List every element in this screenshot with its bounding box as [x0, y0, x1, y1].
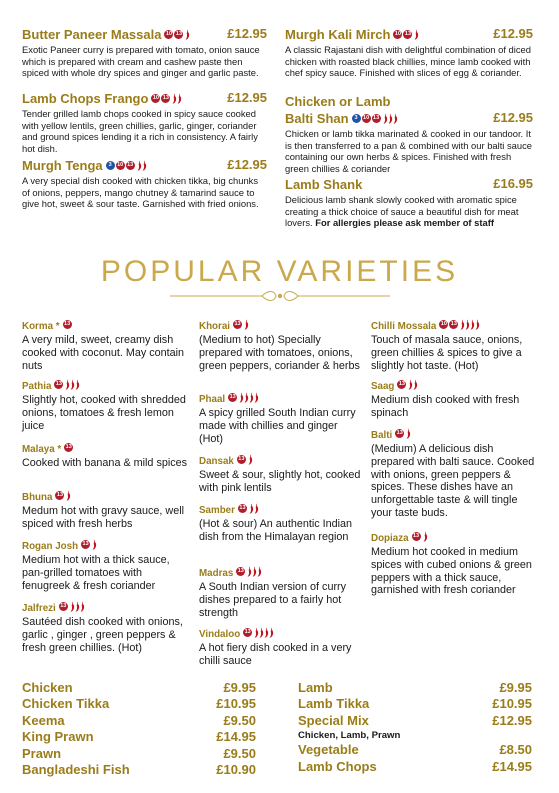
price-line-name: King Prawn — [22, 729, 94, 745]
variety-description: (Medium) A delicious dish prepared with balti sauce. Cooked with onions, green peppers & spices. These dishes have an unforgettable taste & will tingle your taste buds. — [371, 443, 535, 519]
dish-description: A very special dish cooked with chicken tikka, big chunks of onions, peppers, mango chutney & tamarind sauce to give hot, sweet & sour taste. Garnished with fried onions. — [22, 175, 259, 210]
allergen-badge-icon: 13 — [161, 94, 170, 103]
dish-description: Chicken or lamb tikka marinated & cooked in our tandoor. It is then transferred to a pan & combined with our balti sauce containing our own herbs & spices. Finished with fresh green chillies & coriander — [285, 128, 533, 174]
variety-description: Medium dish cooked with fresh spinach — [371, 394, 520, 419]
variety-name: Vindaloo — [199, 629, 241, 640]
variety-description: Touch of masala sauce, onions, green chillies & spices to give a slightly hot taste. (Hot) — [371, 334, 523, 372]
price-line-name: Lamb Chops — [298, 758, 377, 774]
variety-name: Dopiaza — [371, 533, 409, 544]
allergen-badge-icon: 13 — [64, 443, 73, 452]
chilli-icon — [75, 379, 80, 390]
dish-price: £12.95 — [227, 157, 267, 172]
variety-description: Cooked with banana & mild spices — [22, 457, 188, 469]
chilli-icon — [406, 428, 411, 439]
price-line-name: Special Mix — [298, 712, 369, 728]
variety-description: (Hot & sour) An authentic Indian dish from the Himalayan region — [199, 518, 353, 543]
allergen-badge-icon: 10 — [393, 30, 402, 39]
chilli-icon — [66, 490, 71, 501]
price-list-right — [298, 680, 532, 775]
dish-name: Lamb Shank — [285, 177, 363, 192]
dish-balti-shan — [285, 94, 533, 174]
price-line-name: Vegetable — [298, 742, 359, 758]
allergen-badge-icon: 13 — [412, 532, 421, 541]
allergen-badge-icon: 13 — [81, 540, 90, 549]
dish-price: £12.95 — [227, 90, 267, 105]
allergen-badge-icon: 13 — [372, 114, 381, 123]
dish-description: Tender grilled lamb chops cooked in spicy sauce cooked with yellow lentils, green chillies, garlic, ginger, coriander and ground spices lending it a rich in consistency. A fairly hot dish. — [22, 108, 258, 154]
section-title: POPULAR VARIETIES — [100, 255, 459, 288]
chilli-icon — [80, 601, 85, 612]
variety-name: Dansak — [199, 456, 234, 467]
variety-name: Phaal — [199, 394, 226, 405]
dish-description: Exotic Paneer curry is prepared with tomato, onion sauce which is prepared with cream and cashew paste then spiced with whole dry spices and ginger and garlic paste. — [22, 44, 260, 79]
allergen-badge-icon: 13 — [233, 320, 242, 329]
price-line — [22, 746, 256, 762]
allergen-badge-icon: 3 — [106, 161, 115, 170]
dish-description-text: Delicious lamb shank slowly cooked with aromatic spice creating a thick choice of sauce a beautiful dish for meat lovers. — [285, 194, 519, 229]
chilli-icon — [92, 539, 97, 550]
dish-description: A classic Rajastani dish with delightful combination of diced chicken with roasted black chillies, mince lamb cooked with chef spicy sauce. Finished with slices of egg & coriander. — [285, 44, 531, 79]
allergen-badge-icon: 13 — [243, 628, 252, 637]
chilli-icon — [413, 379, 418, 390]
variety-description: Slightly hot, cooked with shredded onions, tomatoes & fresh lemon juice — [22, 394, 186, 432]
allergen-badges — [59, 602, 68, 611]
chilli-icons — [408, 379, 418, 390]
allergen-badges — [55, 491, 64, 500]
dish-lamb-chops-frango — [22, 90, 267, 154]
price-line-name: Chicken — [22, 680, 73, 695]
allergen-badges — [397, 380, 406, 389]
allergen-badge-icon: 10 — [151, 94, 160, 103]
price-line-price: £14.95 — [216, 729, 256, 745]
variety-name: Jalfrezi — [22, 603, 56, 614]
price-line-name: Bangladeshi Fish — [22, 761, 130, 777]
chilli-icons — [185, 29, 190, 40]
allergen-badges — [233, 320, 242, 329]
variety-name: Saag — [371, 381, 395, 392]
variety-name: Malaya * — [22, 444, 62, 455]
chilli-icon — [475, 319, 480, 330]
allergen-badges — [151, 94, 170, 103]
dish-name: Balti Shan — [285, 111, 349, 126]
chilli-icon — [248, 454, 253, 465]
variety-description: A hot fiery dish cooked in a very chilli sauce — [199, 642, 352, 667]
chilli-icon — [254, 392, 259, 403]
variety-description: (Medium to hot) Specially prepared with tomatoes, onions, green peppers, coriander & herbs — [199, 334, 360, 372]
allergen-badges — [64, 443, 73, 452]
price-line-price: £14.95 — [492, 758, 532, 774]
allergen-badge-icon: 13 — [59, 602, 68, 611]
variety-name: Pathia — [22, 381, 52, 392]
allergen-badges — [164, 30, 183, 39]
chilli-icon — [142, 160, 147, 171]
variety-item — [199, 316, 361, 372]
allergen-badges — [236, 567, 245, 576]
chilli-icons — [406, 428, 411, 439]
variety-item — [199, 563, 361, 619]
chilli-icons — [137, 160, 147, 171]
chilli-icons — [92, 539, 97, 550]
price-line — [22, 729, 256, 745]
chilli-icon — [269, 627, 274, 638]
allergen-badge-icon: 13 — [126, 161, 135, 170]
price-line — [22, 680, 256, 696]
variety-item — [371, 316, 535, 372]
chilli-icon — [423, 531, 428, 542]
variety-name: Rogan Josh — [22, 541, 79, 552]
allergen-badge-icon: 13 — [397, 380, 406, 389]
dish-butter-paneer — [22, 26, 267, 79]
price-line-name: Prawn — [22, 745, 62, 761]
price-line — [298, 680, 532, 696]
allergen-badge-icon: 13 — [55, 491, 64, 500]
allergen-badge-icon: 13 — [228, 393, 237, 402]
chilli-icon — [257, 566, 262, 577]
chilli-icons — [244, 319, 249, 330]
price-line — [22, 762, 256, 778]
chilli-icons — [70, 601, 85, 612]
dish-description — [285, 194, 533, 229]
allergen-badges — [237, 455, 246, 464]
chilli-icons — [414, 29, 419, 40]
allergen-badge-icon: 10 — [164, 30, 173, 39]
variety-name: Samber — [199, 505, 235, 516]
dish-price: £12.95 — [493, 26, 533, 41]
chilli-icon — [414, 29, 419, 40]
dish-name-line1: Chicken or Lamb — [285, 94, 391, 109]
variety-item — [199, 389, 361, 445]
allergen-badge-icon: 13 — [403, 30, 412, 39]
chilli-icons — [383, 113, 398, 124]
dish-name: Murgh Kali Mirch — [285, 27, 391, 42]
dish-name: Butter Paneer Massala — [22, 27, 162, 42]
dish-price: £12.95 — [493, 110, 533, 125]
price-line-name: Keema — [22, 712, 65, 728]
allergen-badges — [439, 320, 458, 329]
allergen-badges — [238, 504, 247, 513]
price-line-price: £10.95 — [492, 696, 532, 712]
variety-name: Khorai — [199, 321, 231, 332]
price-line-price: £12.95 — [492, 712, 532, 728]
variety-description: A South Indian version of curry dishes prepared to a fairly hot strength — [199, 581, 347, 619]
allergen-badge-icon: 13 — [236, 567, 245, 576]
allergen-badge-icon: 13 — [449, 320, 458, 329]
dish-murgh-kali-mirch — [285, 26, 533, 79]
allergen-badge-icon: 13 — [174, 30, 183, 39]
variety-name: Bhuna — [22, 492, 53, 503]
price-line-price: £10.90 — [216, 761, 256, 777]
price-list-left — [22, 680, 256, 778]
price-line-price: £9.95 — [499, 680, 532, 695]
variety-item — [199, 500, 361, 544]
price-line — [22, 713, 256, 729]
variety-item — [22, 376, 190, 432]
variety-description: A very mild, sweet, creamy dish cooked with coconut. May contain nuts — [22, 334, 185, 372]
allergen-badge-icon: 13 — [237, 455, 246, 464]
chilli-icon — [254, 503, 259, 514]
price-line-price: £10.95 — [216, 696, 256, 712]
variety-name: Balti — [371, 430, 393, 441]
chilli-icons — [460, 319, 480, 330]
variety-name: Madras — [199, 568, 234, 579]
price-line — [298, 696, 532, 712]
allergen-badge-icon: 13 — [63, 320, 72, 329]
chilli-icons — [65, 379, 80, 390]
variety-item — [371, 528, 535, 597]
variety-item — [22, 439, 190, 470]
variety-description: Sweet & sour, slightly hot, cooked with pink lentils — [199, 469, 361, 494]
dish-murgh-tenga — [22, 157, 267, 210]
variety-description: Sautéed dish cooked with onions, garlic , ginger , green peppers & fresh green chillies. (Hot) — [22, 616, 183, 654]
dish-price: £12.95 — [227, 26, 267, 41]
allergen-badges — [106, 161, 135, 170]
allergen-badges — [243, 628, 252, 637]
chilli-icons — [248, 454, 253, 465]
price-line-price: £9.50 — [223, 745, 256, 761]
allergen-badge-icon: 13 — [54, 380, 63, 389]
variety-name: Chilli Mossala — [371, 321, 437, 332]
variety-description: A spicy grilled South Indian curry made with chillies and ginger (Hot) — [199, 407, 356, 445]
price-line-price: £9.95 — [223, 680, 256, 695]
variety-item — [199, 624, 361, 668]
variety-name: Korma * — [22, 321, 60, 332]
price-line-name: Chicken Tikka — [22, 696, 110, 712]
chilli-icons — [249, 503, 259, 514]
allergen-badges — [63, 320, 72, 329]
allergen-badges — [393, 30, 412, 39]
allergen-badges — [81, 540, 90, 549]
dish-lamb-shank — [285, 176, 533, 229]
variety-item — [22, 487, 190, 531]
allergen-badges — [352, 114, 381, 123]
price-line — [298, 713, 532, 729]
price-line-name: Lamb Tikka — [298, 696, 370, 712]
variety-description: Medum hot with gravy sauce, well spiced with fresh herbs — [22, 505, 185, 530]
allergen-badge-icon: 10 — [362, 114, 371, 123]
allergen-badge-icon: 13 — [395, 429, 404, 438]
dish-name: Murgh Tenga — [22, 158, 103, 173]
price-line — [298, 742, 532, 758]
variety-description: Medium hot cooked in medium spices with cubed onions & green peppers with a thick sauce, garnished with fresh coriander — [371, 546, 532, 597]
price-line-name: Lamb — [298, 680, 333, 695]
variety-item — [371, 376, 535, 420]
chilli-icon — [185, 29, 190, 40]
chilli-icons — [172, 93, 182, 104]
chilli-icons — [423, 531, 428, 542]
allergen-badges — [54, 380, 63, 389]
price-line-price: £9.50 — [223, 712, 256, 728]
chilli-icons — [239, 392, 259, 403]
price-line — [298, 759, 532, 775]
dish-price: £16.95 — [493, 176, 533, 191]
variety-item — [22, 316, 190, 372]
price-line — [22, 696, 256, 712]
price-line-subtitle: Chicken, Lamb, Prawn — [298, 730, 401, 742]
variety-item — [22, 598, 190, 654]
allergy-notice: For allergies please ask member of staff — [315, 217, 494, 229]
allergen-badge-icon: 10 — [116, 161, 125, 170]
chilli-icons — [254, 627, 274, 638]
price-line-price: £8.50 — [499, 742, 532, 758]
chilli-icons — [247, 566, 262, 577]
variety-item — [199, 451, 361, 495]
allergen-badges — [395, 429, 404, 438]
allergen-badge-icon: 13 — [238, 504, 247, 513]
allergen-badges — [228, 393, 237, 402]
variety-description: Medium hot with a thick sauce, pan-grilled tomatoes with fenugreek & fresh coriander — [22, 554, 170, 592]
dish-name: Lamb Chops Frango — [22, 91, 149, 106]
chilli-icon — [177, 93, 182, 104]
allergen-badge-icon: 3 — [352, 114, 361, 123]
ornament-divider — [170, 289, 390, 303]
chilli-icon — [244, 319, 249, 330]
variety-item — [22, 536, 190, 592]
chilli-icons — [66, 490, 71, 501]
variety-item — [371, 425, 535, 520]
allergen-badges — [412, 532, 421, 541]
allergen-badge-icon: 10 — [439, 320, 448, 329]
chilli-icon — [393, 113, 398, 124]
